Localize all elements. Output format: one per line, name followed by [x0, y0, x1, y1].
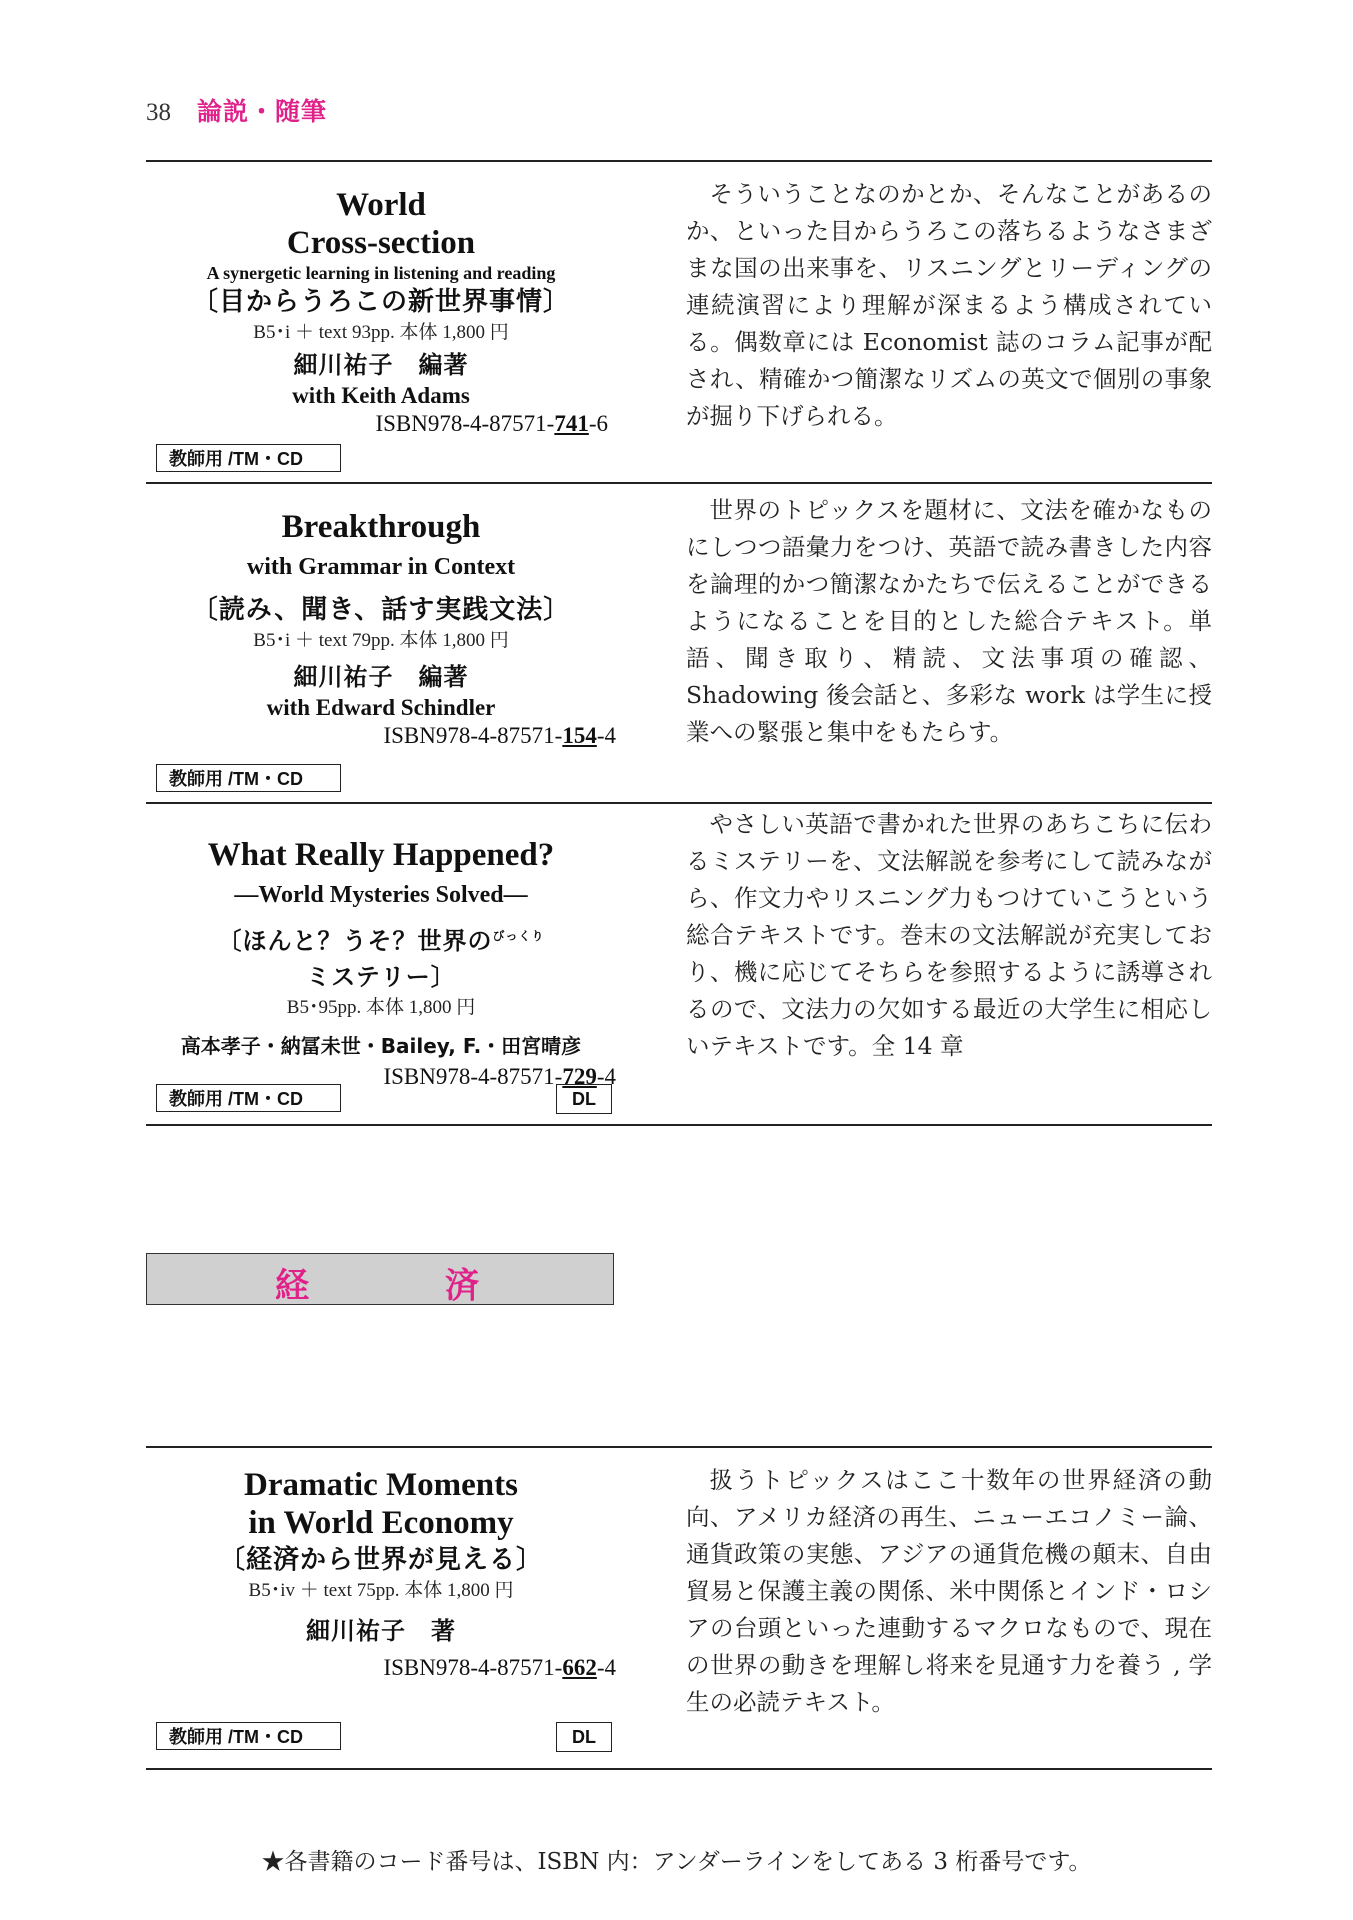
book-coauthor: with Keith Adams	[292, 383, 470, 408]
page-header	[146, 92, 327, 128]
book-info	[146, 186, 616, 438]
teacher-materials-badge: 教師用 /TM・CD	[156, 1722, 341, 1750]
divider	[146, 1124, 1212, 1126]
isbn-code: 662	[562, 1655, 597, 1680]
category-banner	[146, 1253, 614, 1305]
category-char: 経	[275, 1266, 309, 1306]
book-info	[146, 1466, 616, 1682]
teacher-materials-badge: 教師用 /TM・CD	[156, 764, 341, 792]
book-title-jp: 〔目からうろこの新世界事情〕	[191, 287, 570, 317]
isbn-code: 154	[562, 723, 597, 748]
book-title-line2: in World Economy	[248, 1505, 514, 1541]
book-entry	[146, 482, 1212, 802]
footnote: ★各書籍のコード番号は、ISBN 内：アンダーラインをしてある 3 桁番号です。	[261, 1849, 1092, 1875]
book-spec: B5･iv ＋ text 75pp. 本体 1,800 円	[248, 1580, 514, 1601]
book-entry	[146, 1446, 1212, 1768]
book-title: What Really Happened?	[207, 837, 555, 873]
divider	[146, 1768, 1212, 1770]
teacher-materials-badge: 教師用 /TM・CD	[156, 1084, 341, 1112]
isbn-code: 741	[554, 411, 589, 436]
book-title: Breakthrough	[281, 509, 481, 545]
download-badge: DL	[556, 1084, 612, 1114]
book-description: そういうことなのかとか、そんなことがあるのか、といった目からうろこの落ちるようなさまざまな国の出来事を、リスニングとリーディングの連続演習により理解が深まるよう構成されている。偶数章には Economist 誌のコラム記事が配され、精確かつ簡潔なリズムの英文で個別の事象が掘り下げられる。	[686, 180, 1212, 430]
book-subtitle: —World Mysteries Solved—	[234, 882, 528, 908]
book-isbn: ISBN978-4-87571-741-6	[375, 411, 608, 436]
book-title: Dramatic Moments	[244, 1467, 518, 1503]
book-isbn: ISBN978-4-87571-154-4	[383, 723, 616, 748]
book-coauthor: with Edward Schindler	[266, 695, 496, 720]
book-title-line2: Cross-section	[286, 225, 476, 261]
book-author: 細川祐子 編著	[293, 351, 469, 379]
book-subtitle: with Grammar in Context	[246, 554, 516, 580]
page-number: 38	[146, 99, 171, 126]
book-title-jp: 〔ほんと？うそ？世界の$^{びっくり}$ミステリー〕	[217, 927, 545, 991]
book-tagline: A synergetic learning in listening and reading	[206, 263, 556, 283]
book-title-jp: 〔読み、聞き、話す実践文法〕	[191, 595, 571, 625]
book-info	[146, 836, 616, 1091]
book-title: World	[336, 187, 426, 223]
book-entry	[146, 802, 1212, 1124]
book-spec: B5･i ＋ text 79pp. 本体 1,800 円	[253, 630, 509, 651]
book-isbn: ISBN978-4-87571-729-4	[383, 1064, 616, 1089]
book-author: 高本孝子・納冨未世・Bailey, F.・田宮晴彦	[180, 1034, 582, 1058]
book-description: 扱うトピックスはここ十数年の世界経済の動向、アメリカ経済の再生、ニューエコノミー論、通貨政策の実態、アジアの通貨危機の顛末、自由貿易と保護主義の関係、米中関係とインド・ロシアの台頭といった連動するマクロなもので、現在の世界の動きを理解し将来を見通す力を養う , 学生の必読テキスト。	[686, 1466, 1212, 1716]
book-description: やさしい英語で書かれた世界のあちこちに伝わるミステリーを、文法解説を参考にして読みながら、作文力やリスニング力もつけていこうという総合テキストです。巻末の文法解説が充実しており、機に応じてそちらを参照するように誘導されるので、文法力の欠如する最近の大学生に相応しいテキストです。全 14 章	[686, 810, 1212, 1060]
section-title: 論説・随筆	[196, 97, 327, 126]
ruby-text: びっくり	[492, 929, 545, 943]
download-badge: DL	[556, 1722, 612, 1752]
book-title-jp: 〔経済から世界が見える〕	[218, 1545, 543, 1575]
book-entry	[146, 160, 1212, 482]
book-spec: B5･i ＋ text 93pp. 本体 1,800 円	[253, 322, 509, 343]
book-description: 世界のトピックスを題材に、文法を確かなものにしつつ語彙力をつけ、英語で読み書きした内容を論理的かつ簡潔なかたちで伝えることができるようになることを目的とした総合テキスト。単語、聞き取り、精読、文法事項の確認、Shadowing 後会話と、多彩な work は学生に授業への緊張と集中をもたらす。	[686, 496, 1212, 746]
book-author: 細川祐子 編著	[293, 663, 469, 691]
category-char: 済	[445, 1266, 479, 1306]
book-author: 細川祐子 著	[306, 1617, 456, 1645]
isbn-code: 729	[562, 1064, 597, 1089]
book-spec: B5･95pp. 本体 1,800 円	[286, 997, 476, 1018]
teacher-materials-badge: 教師用 /TM・CD	[156, 444, 341, 472]
book-isbn: ISBN978-4-87571-662-4	[383, 1655, 616, 1680]
book-info	[146, 508, 616, 750]
